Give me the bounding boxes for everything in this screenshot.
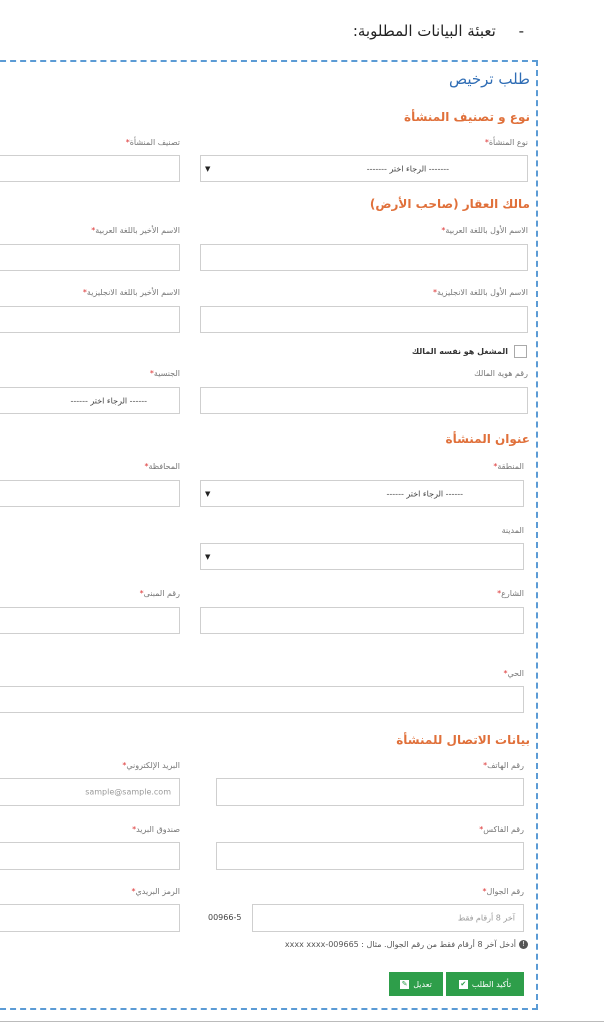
label-region: المنطقة* (493, 462, 524, 471)
city-select[interactable] (200, 543, 524, 570)
dropdown-arrow-icon: ▼ (205, 489, 211, 498)
label-po-box: صندوق البريد* (132, 825, 180, 834)
heading-text: تعبئة البيانات المطلوبة: (352, 22, 496, 40)
heading-dash: - (518, 22, 524, 40)
nationality-select[interactable] (0, 387, 180, 414)
region-value: ------ الرجاء اختر ------ (386, 489, 463, 498)
email-input[interactable] (0, 778, 180, 806)
dropdown-arrow-icon: ▼ (205, 552, 211, 561)
dropdown-arrow-icon: ▼ (205, 164, 211, 173)
edit-label: تعديل (413, 979, 432, 989)
street-input[interactable] (200, 607, 524, 634)
label-first-name-ar: الاسم الأول باللغة العربية* (441, 226, 528, 235)
label-nationality: الجنسية* (149, 369, 180, 378)
document-heading (353, 22, 524, 40)
label-mobile: رقم الجوال* (482, 887, 524, 896)
section-facility-type: نوع و تصنيف المنشأة (404, 110, 530, 124)
label-email: البريد الإلكتروني* (122, 761, 180, 770)
label-street: الشارع* (497, 589, 524, 598)
label-building-no: رقم المبنى* (139, 589, 180, 598)
email-placeholder: sample@sample.com (85, 787, 171, 797)
page-bottom-divider (0, 1021, 604, 1022)
label-phone: رقم الهاتف* (483, 761, 524, 770)
last-name-en-input[interactable] (0, 306, 180, 333)
first-name-ar-input[interactable] (200, 244, 528, 271)
label-fax: رقم الفاكس* (479, 825, 524, 834)
operator-is-owner-checkbox[interactable] (514, 345, 527, 358)
form-title: طلب ترخيص (448, 70, 530, 88)
first-name-en-input[interactable] (200, 306, 528, 333)
label-postal-code: الرمز البريدي* (131, 887, 180, 896)
facility-type-select[interactable] (200, 155, 528, 182)
building-no-input[interactable] (0, 607, 180, 634)
postal-code-input[interactable] (0, 904, 180, 932)
nationality-value: ------ الرجاء اختر ------ (70, 396, 147, 405)
facility-type-value: ------- الرجاء اختر ------- (366, 164, 449, 173)
mobile-placeholder: آخر 8 أرقام فقط (457, 913, 515, 923)
fax-input[interactable] (216, 842, 524, 870)
label-city: المدينة (501, 526, 524, 535)
mobile-hint: !أدخل آخر 8 أرقام فقط من رقم الجوال. مثال : 009665-xxxx xxxx (285, 940, 528, 949)
label-first-name-en: الاسم الأول باللغة الانجليزية* (433, 288, 528, 297)
label-operator-is-owner: المشغل هو نفسه المالك (411, 347, 508, 356)
mobile-prefix: 00966-5 (208, 913, 242, 922)
last-name-ar-input[interactable] (0, 244, 180, 271)
label-last-name-ar: الاسم الأخير باللغة العربية* (91, 226, 180, 235)
label-owner-id: رقم هوية المالك (474, 369, 528, 378)
phone-input[interactable] (216, 778, 524, 806)
owner-id-input[interactable] (200, 387, 528, 414)
edit-button[interactable] (389, 972, 443, 996)
edit-icon: ✎ (401, 979, 408, 988)
confirm-request-button[interactable] (446, 972, 524, 996)
mobile-input[interactable] (252, 904, 524, 932)
label-facility-class: تصنيف المنشأة* (125, 138, 180, 147)
section-contact: بيانات الاتصال للمنشأة (396, 733, 530, 747)
label-district: الحي* (503, 669, 524, 678)
region-select[interactable] (200, 480, 524, 507)
confirm-label: تأكيد الطلب (471, 979, 512, 989)
label-facility-type: نوع المنشأة* (484, 138, 528, 147)
label-governorate: المحافظة* (144, 462, 180, 471)
label-last-name-en: الاسم الأخير باللغة الانجليزية* (82, 288, 180, 297)
section-address: عنوان المنشأة (445, 432, 530, 446)
info-icon: ! (519, 940, 528, 949)
governorate-select[interactable] (0, 480, 180, 507)
check-icon: ✔ (460, 979, 467, 988)
po-box-input[interactable] (0, 842, 180, 870)
section-owner: مالك العقار (صاحب الأرض) (369, 197, 530, 211)
facility-class-select[interactable] (0, 155, 180, 182)
district-input[interactable] (0, 686, 524, 713)
